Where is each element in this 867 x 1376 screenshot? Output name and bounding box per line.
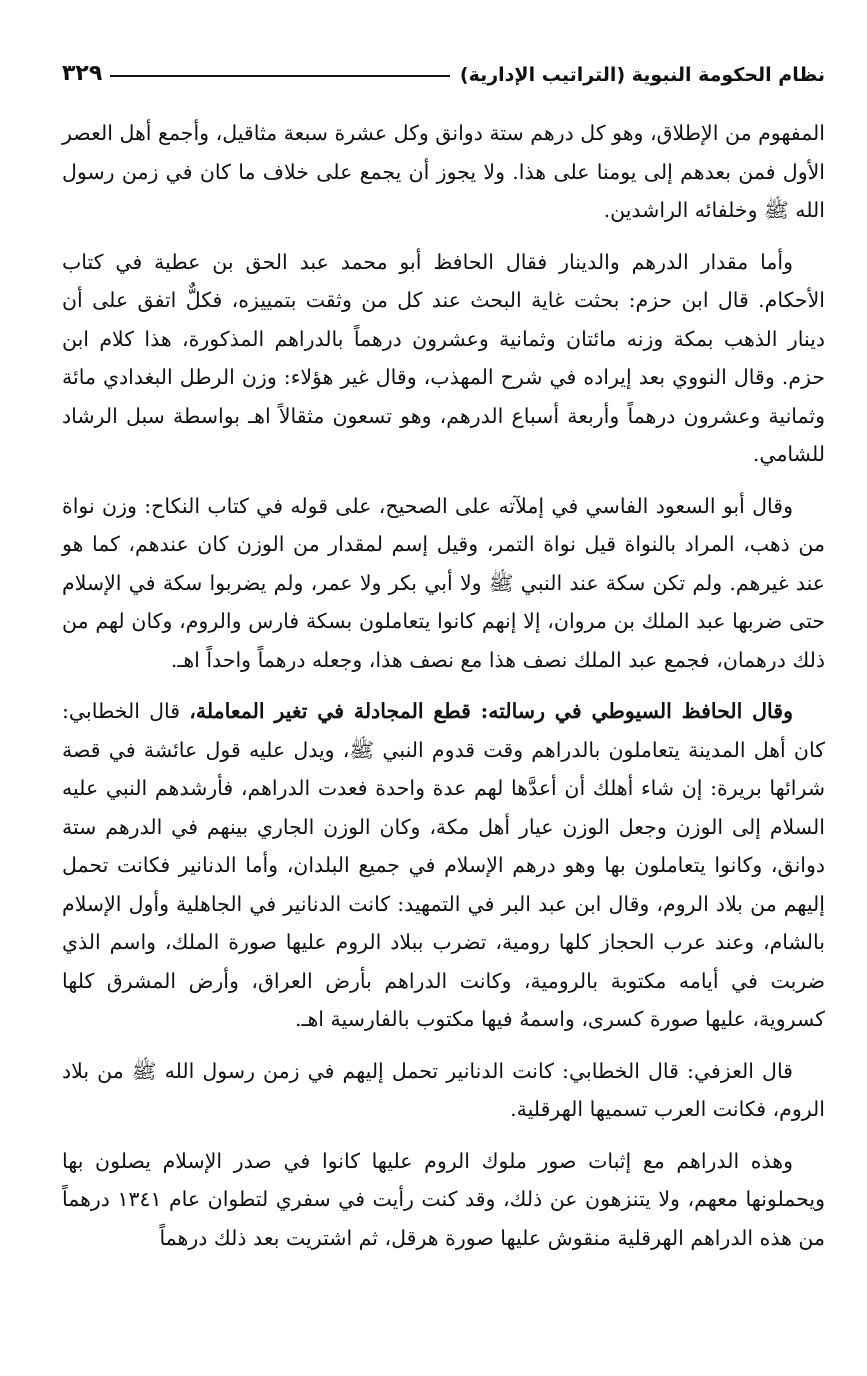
bold-heading: وقال الحافظ السيوطي في رسالته: قطع المجادلة في تغير المعاملة، — [189, 699, 793, 723]
paragraph: المفهوم من الإطلاق، وهو كل درهم ستة دوانق وكل عشرة سبعة مثاقيل، وأجمع أهل العصر الأول فمن بعدهم إلى يومنا على هذا. ولا يجوز أن يجمع على خلاف ما كان في زمن رسول الله ﷺ وخلفائه الراشدين. — [62, 121, 825, 222]
paragraph: وأما مقدار الدرهم والدينار فقال الحافظ أبو محمد عبد الحق بن عطية في كتاب الأحكام. قال ابن حزم: بحثت غاية البحث عند كل من وثقت بتمييزه، فكلٌّ اتفق على أن دينار الذهب بمكة وزنه مائتان وثمانية وعشرون درهماً بالدراهم المذكورة، هذا كلام ابن حزم. وقال النووي بعد إيراده في شرح المهذب، وقال غير هؤلاء: وزن الرطل البغدادي مائة وثمانية وعشرون درهماً وأربعة أسباع الدرهم، وهو تسعون مثقالاً اهـ بواسطة سبل الرشاد للشامي. — [62, 249, 826, 466]
paragraph: وقال أبو السعود الفاسي في إملآته على الصحيح، على قوله في كتاب النكاح: وزن نواة من ذهب، المراد بالنواة قيل نواة التمر، وقيل إسم لمقدار من الوزن كان عندهم، كما هو عند غيرهم. ولم تكن سكة عند النبي ﷺ ولا أبي بكر ولا عمر، ولم يضربوا سكة في الإسلام حتى ضربها عبد الملك بن مروان، إلا إنهم كانوا يتعاملون بسكة فارس والروم، وكان لهم من ذلك درهمان، فجمع عبد الملك نصف هذا مع نصف هذا، وجعله درهماً واحداً اهـ. — [62, 493, 825, 672]
page-number: ٣٢٩ — [62, 61, 103, 86]
page-header — [62, 40, 825, 86]
paragraph: وهذه الدراهم مع إثبات صور ملوك الروم عليها كانوا في صدر الإسلام يصلون بها ويحملونها معهم، ولا يتنزهون عن ذلك، وقد كنت رأيت في سفري لتطوان عام ١٣٤١ درهماً من هذه الدراهم الهرقلية منقوش عليها صورة هرقل، ثم اشتريت بعد ذلك درهماً — [62, 1148, 825, 1250]
running-title: نظام الحكومة النبوية (التراتيب الإدارية) — [459, 64, 825, 86]
paragraph-text: قال الخطابي: كان أهل المدينة يتعاملون بالدراهم وقت قدوم النبي ﷺ، ويدل عليه قول عائشة في قصة شرائها بريرة: إن شاء أهلك أن أعدَّها لهم عدة واحدة فعدت الدراهم، فأرشدهم النبي عليه السلام إلى الوزن وجعل الوزن عيار أهل مكة، وكان الوزن الجاري بينهم في الدرهم ستة دوانق، وكانوا يتعاملون بها وهو درهم الإسلام في جميع البلدان، وأما الدنانير فكانت تحمل إليهم من بلاد الروم، وقال ابن عبد البر في التمهيد: كانت الدنانير في الجاهلية وأول الإسلام بالشام، وعند عرب الحجاز كلها رومية، تضرب ببلاد الروم عليها صورة الملك، واسم الذي ضربت في أيامه مكتوبة بالرومية، وكانت الدراهم بأرض العراق، وأرض المشرق كلها كسروية، عليها صورة كسرى، واسمهُ فيها مكتوب بالفارسية اهـ. — [62, 699, 825, 1031]
paragraph — [62, 692, 825, 1039]
header-rule — [110, 75, 450, 77]
paragraph: قال العزفي: قال الخطابي: كانت الدنانير تحمل إليهم في زمن رسول الله ﷺ من بلاد الروم، فكانت العرب تسميها الهرقلية. — [62, 1058, 825, 1121]
body-text — [62, 114, 825, 1257]
